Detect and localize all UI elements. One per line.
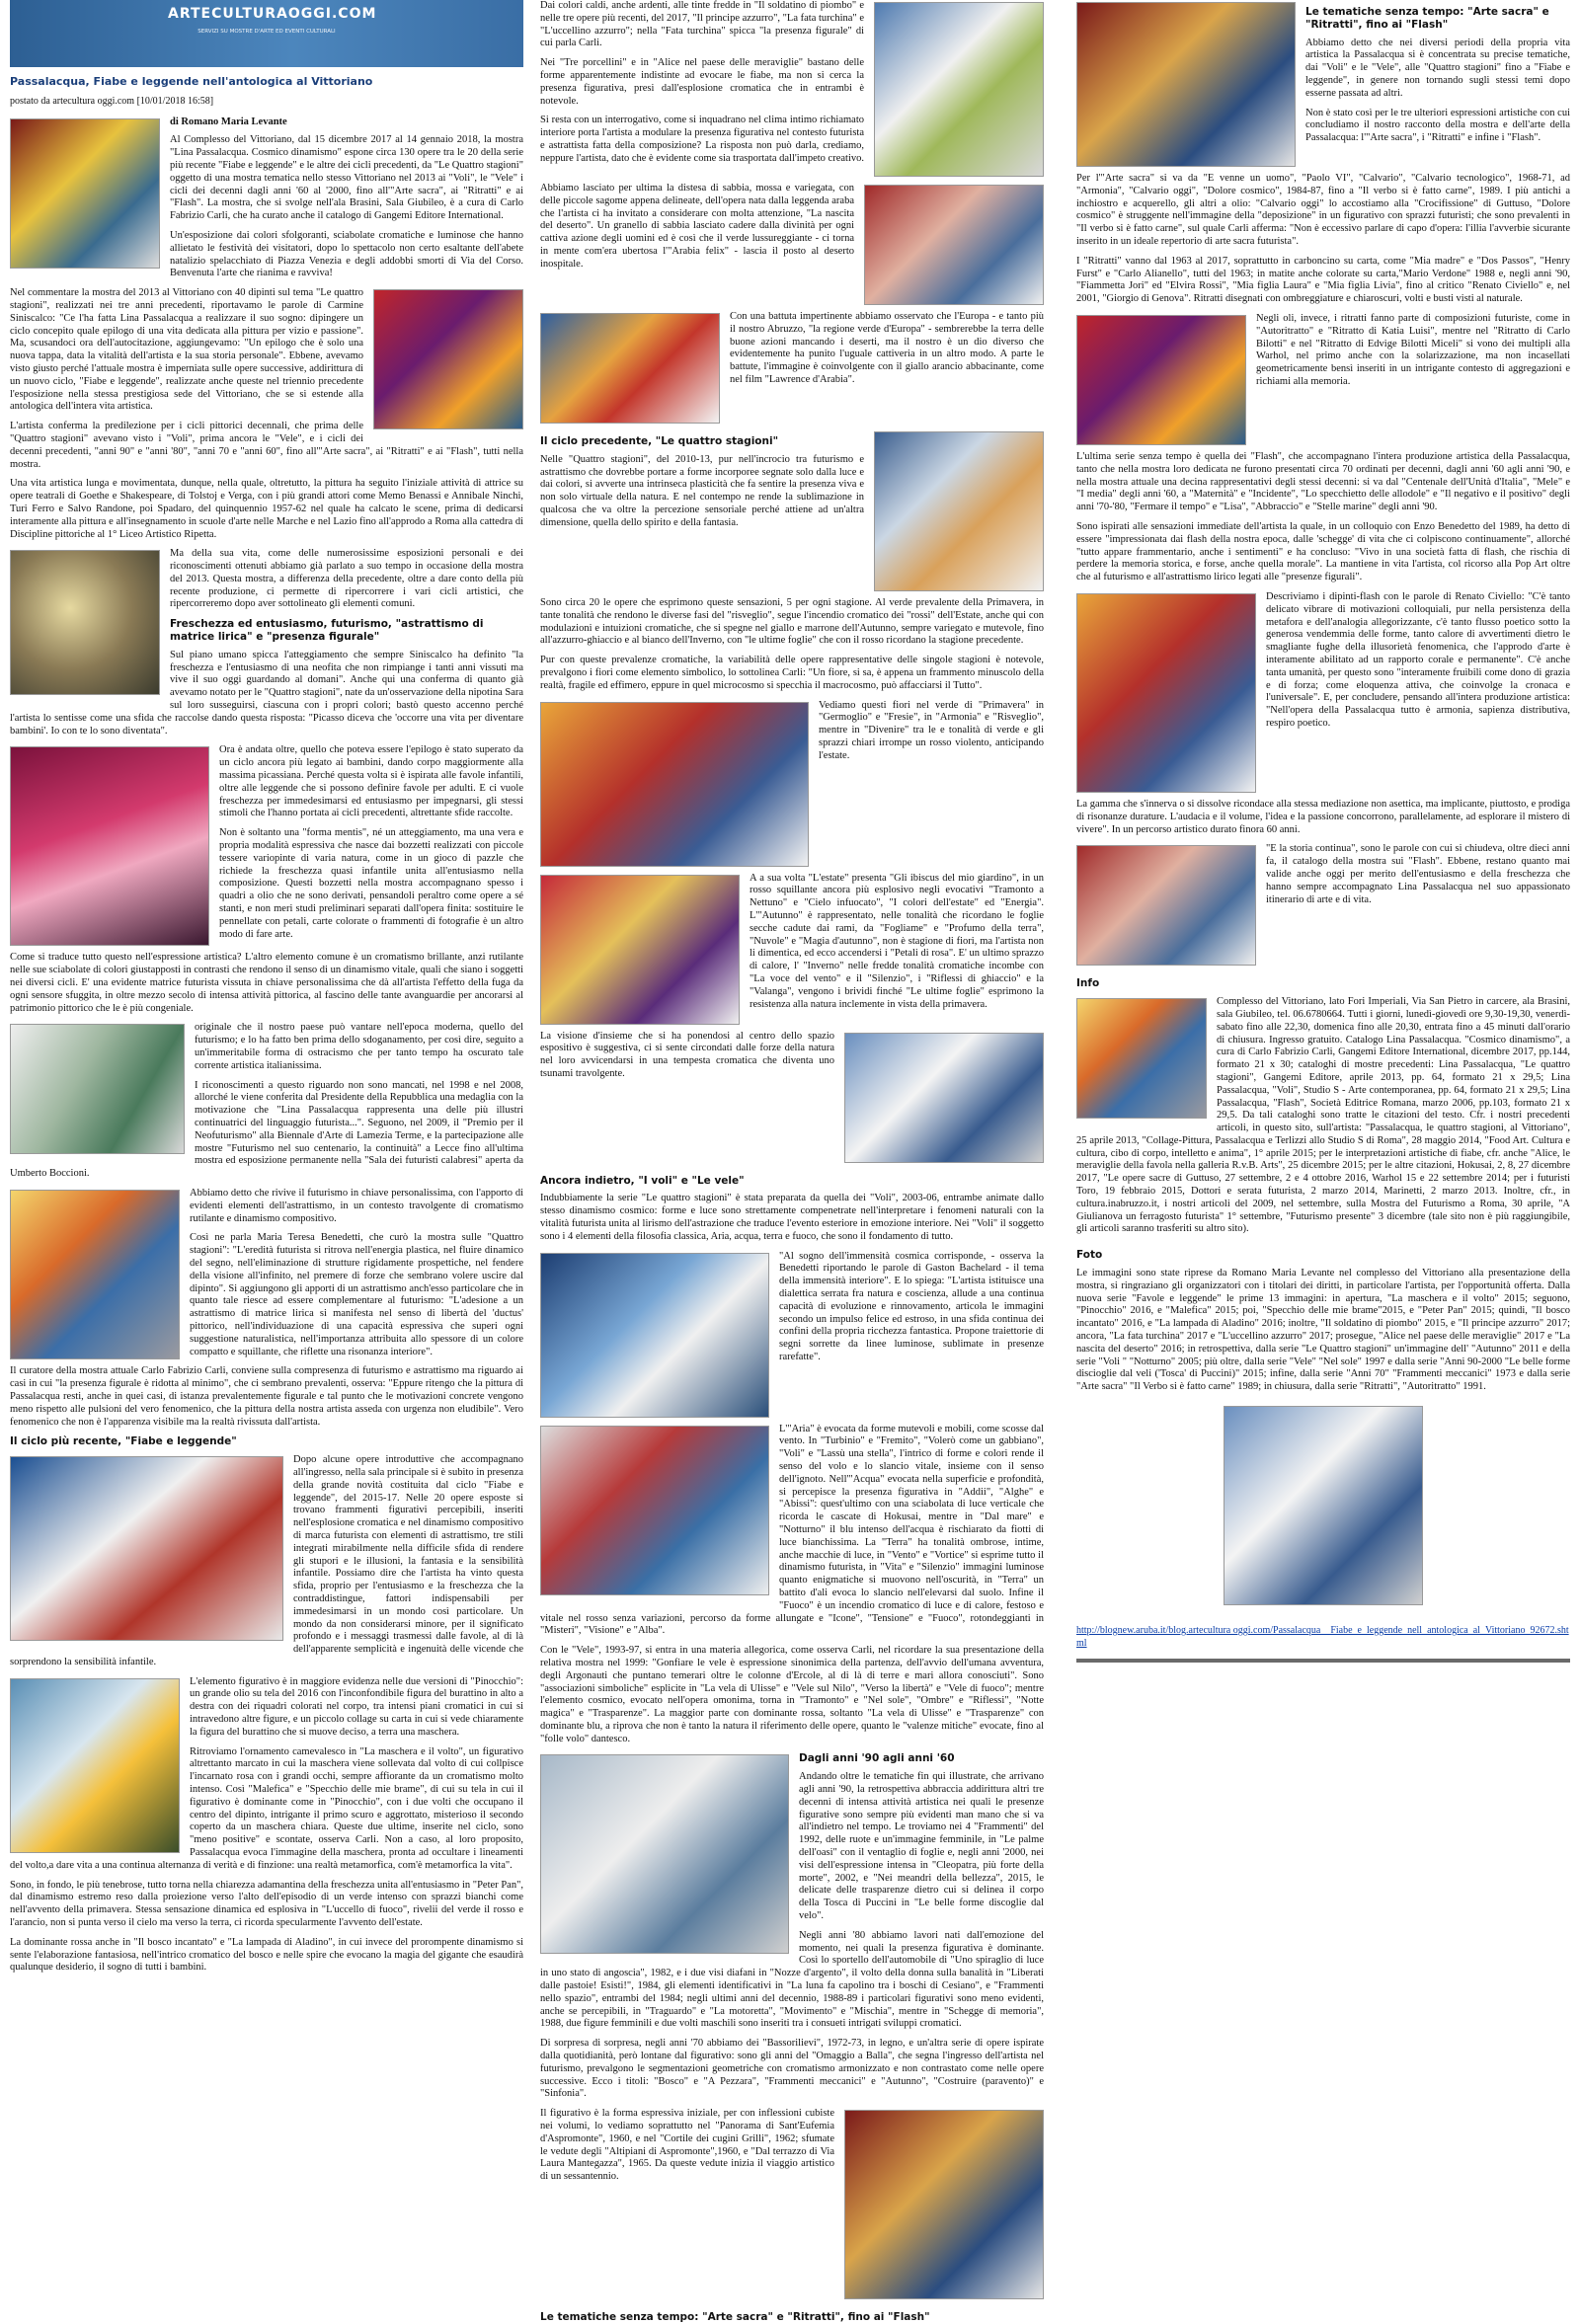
paragraph: Dai colori caldi, anche ardenti, alle tinte fredde in "Il soldatino di piombo" e nelle tre opere più recenti, del 2017, "Il principe azzurro", "La fata turchina" e "L'uccellino azzurro"; nella "Fata turchina" spicca "la presenza figurale" di cui parla Carli.: [540, 0, 864, 49]
paragraph: L'ultima serie senza tempo è quella dei "Flash", che accompagnano l'intera produzione artistica della Passalacqua, tanto che nella mostra loro dedicata ne furono presentati circa 70 ordinati per decenni, dagli anni '60 agli anni '90, e nella mostra attuale una decina rappresentativi degli stessi decenni: si va dal "Centenale dell'Unità d'Italia", "Mele" e "I media" degli anni '60, a "Maternità" e "Incidente", "Lo specchietto delle allodole" e "Il negativo e il positivo" degli anni '70-'80, "Fermare il tempo" e "Lisa", "Abbraccio" e "Stelle marine" degli anni '90.: [1076, 450, 1570, 513]
paragraph: Ritroviamo l'ornamento camevalesco in "La maschera e il volto", un figurativo altrettanto marcato in cui la maschera viene sollevata dal volto di cui collpisce l'incarnato rosa con i grandi occhi, sempre affiorante da un cromatismo molto intenso. Così "Malefica" e "Specchio delle mie brame", di cui su tela in cui il figurativo è dominante come in "Pinocchio", con i due volti che occupano il centro del dipinto, intrigante il primo scuro e aggrottato, misterioso il secondo coperto da un maschera chiara. Queste due ultime, inserite nel ciclo, sono "meno positive" e scontate, osserva Carli. Non a caso, al loro proposito, Passalacqua evoca l'immagine della maschera, pronta ad occultare i lineamenti del volto,a dare vita a una continua alternanza di verità e di finzione: una realtà metamorfica, com'è metamorfica la vita".: [10, 1745, 523, 1871]
paragraph: Una vita artistica lunga e movimentata, dunque, nella quale, oltretutto, la pittura ha seguito l'iniziale attività di attrice su opere teatrali di Goethe e Shakespeare, di Tolstoj e Verga, con i più grandi attori come Memo Benassi e Annibale Ninchi, Turi Ferro e Salvo Randone, poi Spadaro, del quinquennio 1957-62 nel quale ha calcato le scene, prima di dedicarsi interamente alla pittura e all'insegnamento in scuole d'arte nelle Marche e nel Lazio fino all'approdo a Roma alla cattedra di Discipline pittoriche al 1° Liceo Artistico Ripetta.: [10, 478, 523, 540]
paragraph: La visione d'insieme che si ha ponendosi al centro dello spazio espositivo è suggestiva, ci si sente circondati dalle forze della natura nel loro avvicendarsi in una tempesta cromatica che diventa uno tsunami travolgente.: [540, 1030, 834, 1079]
artwork-image: [844, 1033, 1044, 1163]
section-heading: Le tematiche senza tempo: "Arte sacra" e "Ritratti", fino ai "Flash": [1305, 6, 1549, 31]
paragraph: Si resta con un interrogativo, come si inquadrano nel clima intimo richiamato interiore porta l'artista a modulare la presenza figurativa nel contesto futurista e astrattista fatta della composizione? La risposta non può darla, crediamo, neppure l'artista, dato che è evidente come sia trasportata dall'impeto creativo.: [540, 115, 864, 164]
artwork-image: [10, 118, 160, 269]
artwork-image: [1076, 593, 1256, 793]
paragraph: Nel commentare la mostra del 2013 al Vittoriano con 40 dipinti sul tema "Le quattro stagioni", realizzati nei tre anni precedenti, riportavamo le parole di Carmine Siniscalco: "Ce l'ha fatta Lina Passalacqua a realizzare il suo sogno: dipingere un ciclo concepito quale epilogo di una vita dedicata alla pittura per vizio e passione". Ma, scusandoci ora dell'autocitazione, aggiungevamo: "Un epilogo che è solo una nuova tappa, data la vitalità dell'artista e la sua storia personale". Ebbene, avevamo visto giusto perché l'attuale mostra è imperniata sulle opere successive, addirittura di un nuovo ciclo, "Fiabe e leggende", realizzate anche queste nel triennio precedente l'esposizione nella stessa prestigiosa sede del Vittoriano, che se si estende alla antologica dell'intera vita artistica.: [10, 287, 363, 413]
paragraph: I "Ritratti" vanno dal 1963 al 2017, soprattutto in carboncino su carta, come "Mia madre" e "Dos Passos", "Henry Furst" e "Carlo Alianello", tutti del 1963; in matite anche colorate su carta,"Mario Verdone" 1988 e, negli anni '90, "Fiammetta Jori" ed "Elvira Rossi", "Mia figlia Laura" e "Mia figlia Livia", fino al critico "Renato Civiello" e, nel 2001, "Giorgio di Genova". Ritratti disegnati con ombreggiature e chiaroscuri, volti e busti visti al naturale.: [1076, 255, 1570, 305]
section-heading: Il ciclo più recente, "Fiabe e leggende": [10, 1435, 237, 1448]
paragraph: Sono ispirati alle sensazioni immediate dell'artista la quale, in un colloquio con Enzo Benedetto del 1989, ha detto di essere "impressionata dai flash della nostra epoca, dalle 'schegge' di vita che ci colpiscono continuamente", allorché "tutto appare frammentario, anche i sentimenti" e ha concluso: "Vivo in una società fatta di flash, che rischia di perdere la memoria storica, e forse, anche quella morale". La mantiene in vita l'artista, col ricorso alla Pop Art oltre che al futurismo e all'astrattismo lirico legati alle "presenze figurali".: [1076, 520, 1570, 583]
column-right: [1076, 0, 1570, 2234]
section-heading: Ancora indietro, "I voli" e "Le vele": [540, 1174, 745, 1187]
paragraph: Il curatore della mostra attuale Carlo Fabrizio Carli, conviene sulla compresenza di futurismo e astrattismo ma riguardo ai casi in cui "la presenza figurale è ridotta al minimo", che ci sembrano prevalenti, osserva: "Eppure ritengo che la pittura di Passalacqua resti, anche in quei casi, di istanza prevalentemente figurale e tal punto che le motivazioni concrete vengono meno rispetto alle pulsioni del vero fenomenico, che la pittura della nostra artista asseda con urgenza non eludibile". Vero fenomenico che non è l'apparenza visibile ma la realtà rivissuta dall'artista.: [10, 1365, 523, 1428]
divider: [1076, 1659, 1570, 1663]
paragraph: Vediamo questi fiori nel verde di "Primavera" in "Germoglio" e "Fresie", in "Armonia" e "Risveglio", mentre in "Divenire" tra le e tonalità di verde e gli sprazzi chiari irrompe un rosso violento, anticipando l'estate.: [819, 699, 1044, 761]
artwork-image: [10, 550, 160, 695]
paragraph: Con una battuta impertinente abbiamo osservato che l'Europa - e tanto più il nostro Abruzzo, "la regione verde d'Europa" - sembrerebbe la terra delle buone azioni mancando i deserti, ma il nostro è un dio diverso che evidentemente ha punito l'uguale cattiveria in un altro modo. A parte le battute, l'immagine è coinvolgente con il giallo arancio abbacinante, come nel film "Lawrence d'Arabia".: [730, 311, 1044, 385]
paragraph: Andando oltre le tematiche fin qui illustrate, che arrivano agli anni '90, la retrospettiva abbraccia addirittura altri tre decenni di intensa attività artistica nei quali le presenze figurative sono sempre più evidenti man mano che si va all'indietro nel tempo. Le troviamo nei 4 "Frammenti" del 1992, delle ruote e un'immagine femminile, in "Le palme dell'oasi" con il ventaglio di foglie e, negli anni '2000, nei visi dell'espressione intensa in "Cleopatra, più forte della morte", 2002, e "Nei meandri della bellezza", 2015, le delicate delle trasparenze dietro cui si delinea il corpo della Tosca di Puccini in "Le belle forme discoglie dal velo".: [799, 1771, 1044, 1922]
artwork-image: [10, 746, 209, 946]
artwork-image: [1076, 315, 1246, 445]
site-tagline: SERVIZI SU MOSTRE D'ARTE ED EVENTI CULTURALI: [198, 29, 336, 35]
artwork-image: [540, 702, 809, 867]
article-link[interactable]: http://blognew.aruba.it/blog.artecultura oggi.com/Passalacqua__Fiabe_e_leggende_nell_antologica_al_Vittoriano_92672.shtml: [1076, 1625, 1569, 1649]
artwork-image: [1076, 998, 1207, 1119]
paragraph: La dominante rossa anche in "Il bosco incantato" e "La lampada di Aladino", in cui invece del prorompente dinamismo si sente l'elaborazione fantasiosa, nell'intrico cromatico del bosco e nelle spire che evocano la magia del gigante che esaudirà qualunque desiderio, il sogno di tutti i bambini.: [10, 1936, 523, 1974]
paragraph: Abbiamo lasciato per ultima la distesa di sabbia, mossa e variegata, con delle piccole sagome appena delineate, dell'opera nata dalla leggenda araba che l'artista ci ha invitato a considerare con molta attenzione, "La nascita del deserto". Un granello di sabbia lasciato cadere dalla divinità per ogni cattiva azione degli uomini ed è così che il verde lussureggiante - ci torna in mente com'era ubertosa l'"Arabia felix" - lascia il posto al deserto inospitale.: [540, 183, 854, 270]
paragraph: Così ne parla Maria Teresa Benedetti, che curò la mostra sulle "Quattro stagioni": "L'eredità futurista si ritrova nell'energia plastica, nel fluire dinamico del segno, nell'eliminazione di strutture rigidamente prospettiche, nel fendere della visione all'infinito, nel premere di forze che sembrano volere uscire dal dipinto". Si aggiungono gli apporti di un astrattismo anch'esso particolare che in quanto tale riesce ad essere complementare al futurismo: "L'adesione a un astrattismo di matrice lirica si manifesta nel senso di libertà del 'ductus' pittorico, nell'individuazione di una capacità espressiva che superi ogni suggestione naturalistica, nell'importanza attribuita allo spessore di un colore compatto e squillante, che riflette una risonanza interiore".: [190, 1232, 523, 1357]
artwork-image: [373, 289, 523, 429]
artwork-image: [1076, 845, 1256, 966]
paragraph: Abbiamo detto che nei diversi periodi della propria vita artistica la Passalacqua si è concentrata su precise tematiche, dai "Voli" e le "Vele", alle "Quattro stagioni" fino a "Fiabe e leggende", in genere non tornando sugli stessi temi dopo esserne passata ad altri.: [1305, 37, 1570, 99]
section-heading: Le tematiche senza tempo: "Arte sacra" e "Ritratti", fino ai "Flash": [540, 2311, 930, 2324]
paragraph: Al Complesso del Vittoriano, dal 15 dicembre 2017 al 14 gennaio 2018, la mostra "Lina Passalacqua. Cosmico dinamismo" espone circa 130 opere tra le 20 della serie più recente "Fiabe e leggende" e le altre dei cicli precedenti, da "Le Quattro stagioni" oggetto di una mostra tematica nello stesso Vittoriano nel 2013 ai "Voli", le "Vele" i cicli dei decenni dagli anni '60 al '2000, fino all'"Arte sacra", ai "Ritratti" e ai "Flash". La mostra, che si svolge nell'ala Brasini, Sala Giubileo, è a cura di Carlo Fabrizio Carli, che ha curato anche il catalogo di Gangemi Editore International.: [170, 134, 523, 222]
artwork-image: [10, 1456, 283, 1641]
paragraph: Un'esposizione dai colori sfolgoranti, sciabolate cromatiche e luminose che hanno allietato le festività dei visitatori, dopo lo spettacolo non certo esaltante dell'abete natalizio spelacchiato di Piazza Venezia e degli addobbi smorti di Via del Corso. Benvenuta l'arte che rianima e ravviva!: [170, 229, 523, 279]
paragraph: L'"Aria" è evocata da forme mutevoli e mobili, come scosse dal vento. In "Turbinio" e "Fremito", "Volerò come un gabbiano", "Voli" e "Lassù una stella", l'intrico di forme e colori rende il senso del volo e lo slancio vitale, insieme con il senso dell'ignoto. Nell'"Acqua" evocata nella superficie e profondità, si percepisce la presenza figurativa in "Addii", "Alghe" e "Abissi": quest'ultimo con una sciabolata di luce verticale che ricorda le cascate di Hokusai, mentre in "Dal mare" e "Notturno" il blu intenso dell'acqua è rischiarato da fiotti di luce bianchissima. La "Terra" ha tonalità ombrose, intime, anche macchie di luce, in "Vento" e "Vortice" si esprime tutto il dinamismo futurista, in "Vita" e "Silenzio" immagini luminose quanto enigmatiche si muovono nell'oscurità, in "Terra" un battito d'ali evoca lo slancio nell'elevarsi dal suolo. Infine il "Fuoco" è un incendio cromatico di luce e di calore, festoso e vitale nel rosso senza variazioni, percorso da forme allungate e "Icone", "Tensione" e "Fuoco", rotondeggianti in "Misteri", "Visione" e "Alba".: [540, 1423, 1044, 1637]
artwork-image: [10, 1024, 185, 1154]
paragraph: "E la storia continua", sono le parole con cui si chiudeva, oltre dieci anni fa, il catalogo della mostra sui "Flash". Ebbene, restano quanto mai valide anche oggi per merito dell'entusiasmo e della freschezza che hanno sempre accompagnato Lina Passalacqua nel suo appassionato itinerario di arte e di vita.: [1266, 843, 1570, 905]
paragraph: L'elemento figurativo è in maggiore evidenza nelle due versioni di "Pinocchio": un grande olio su tela del 2016 con l'inconfondibile figura del burattino in alto a destra con dei riquadri colorati nel corpo, tra intensi piani cromatici in cui si intravedono altre figure, e un piccolo collage su carta in cui si vede chiaramente la figura del burattino che si muove deciso, a terra una maschera.: [190, 1675, 523, 1738]
paragraph: Con le "Vele", 1993-97, si entra in una materia allegorica, come osserva Carli, nel ricordare la sua presentazione della relativa mostra nel 1999: "Gonfiare le vele è espressione sinonimica della partenza, dell'avvio dell'umana avventura, degli Argonauti che puntano temerari oltre le colonne d'Ercole, al di là di terre e mari allora conosciuti". Sono "associazioni simboliche" esplicite in "La vela di Ulisse" e "Vele sul Nilo", "Verso la libertà" e "Vele di fuoco"; mentre l'elemento cosmico, evocato nell'opera omonima, torna in "Tramonto" e "Nel sole", "Ombre" e "Riflessi", "Notte magica" e "Trasparenze". La maggior parte con dominante rossa, soltanto "La vela di Ulisse" e "Trasparenze" con dominante blu, a riprova che non è tanto la natura il riferimento delle opere, quanto le "valenze mitiche" evocate, fino al "folle volo" dantesco.: [540, 1645, 1044, 1744]
artwork-image: [10, 1190, 180, 1359]
artwork-image: [540, 1754, 789, 1954]
section-heading: Info: [1076, 977, 1100, 990]
column-middle: [540, 0, 1044, 2324]
artwork-image: [540, 1253, 769, 1418]
artwork-image: [874, 431, 1044, 591]
section-heading: Il ciclo precedente, "Le quattro stagioni": [540, 435, 779, 447]
column-left: [10, 0, 523, 2234]
article-author: di Romano Maria Levante: [170, 116, 287, 127]
paragraph: Dopo alcune opere introduttive che accompagnano all'ingresso, nella sala principale si è subito in presenza della grande novità costituita dal ciclo "Fiabe e leggende", del 2015-17. Nelle 20 opere esposte si trovano frammenti figurativi percepibili, inseriti nell'esplosione cromatica e nel dinamismo compositivo di marca futurista con elementi di astrattismo, tre stili integrati mirabilmente nella difficile sfida di rendere gli stupori e le illusioni, la fantasia e la sensibilità infantile. Possiamo dire che l'artista ha vinto questa sfida, proprio per l'entusiasmo e la freschezza che la contraddistingue, fattori indispensabili per immedesimarsi in un mondo così particolare. Un mondo da non considerarsi minore, per il significato profondo e i messaggi trasmessi dalle favole, al di là dell'apparente semplicità e ingenuità delle vicende che sorprendono la sensibilità infantile.: [10, 1454, 523, 1667]
paragraph: Sono, in fondo, le più tenebrose, tutto torna nella chiarezza adamantina della freschezza unita all'entusiasmo in "Peter Pan", dal dinamismo estremo reso dalla proiezione verso l'alto dell'episodio di un verde intenso con sprazzi bianchi come nell'avvento della primavera. Stessa sensazione dinamica ed esplosiva in "L'uccello di fuoco", rivelii del verde il rosso e l'arancio, non si punta verso il cielo ma verso la terra, ci ricorda specularmente l'avvento dell'estate.: [10, 1879, 523, 1929]
section-heading: Dagli anni '90 agli anni '60: [799, 1752, 955, 1765]
paragraph: Il figurativo è la forma espressiva iniziale, per con inflessioni cubiste nei volumi, lo vediamo soprattutto nel "Panorama di Sant'Eufemia d'Aspromonte", 1960, e nel "Cortile dei cugini Grilli", 1962; sfumate le vedute degli "Altipiani di Aspromonte",1960, e "Dal terrazzo di Via Laura Mantegazza", 1965. Da queste vedute inizia il viaggio artistico di un sessantennio.: [540, 2108, 834, 2183]
artwork-image: [864, 185, 1044, 305]
paragraph: originale che il nostro paese può vantare nell'epoca moderna, quello del futurismo; e lo ha fatto ben prima dello sdoganamento, per così dire, seguito a un'immeritabile forma di ostracismo che per tanto tempo ha oscurato tale corrente artistica italianissima.: [195, 1022, 523, 1071]
section-heading: Freschezza ed entusiasmo, futurismo, "astrattismo di matrice lirica" e "presenza figurale": [170, 618, 484, 644]
site-logo[interactable]: ARTECULTURAOGGI.COM: [168, 6, 377, 22]
artwork-image: [844, 2110, 1044, 2299]
post-meta: postato da artecultura oggi.com [10/01/2018 16:58]: [10, 96, 214, 108]
paragraph: Indubbiamente la serie "Le quattro stagioni" è stata preparata da quella dei "Voli", 2003-06, entrambe animate dallo stesso dinamismo cosmico: forme e luce sono strettamente compenetrate nell'interpretare i fenomeni naturali con la vitalità futurista unita al lirismo dell'astrazione che traduce l'evento esteriore in emozione interiore. Nei "Voli" il soggetto sono i 4 elementi della filosofia classica, Aria, acqua, terra e fuoco, che sono il fondamento di tutto.: [540, 1193, 1044, 1242]
paragraph: Le immagini sono state riprese da Romano Maria Levante nel complesso del Vittoriano alla presentazione della mostra, si ringraziano gli organizzatori con i titolari dei diritti, in particolare l'artista, per l'opportunità offerta. Dalla nuova serie "Favole e leggende" le prime 13 immagini: in apertura, "La maschera e il volto" 2015; seguono, "Pinocchio" 2016, e "Malefica" 2015; poi, "Specchio delle mie brame"2015, e "Peter Pan" 2015; quindi, "Il bosco incantato" 2016, e "La lampada di Aladino" 2016; inoltre, "Il soldatino di piombo" 2015, e "Il principe azzurro" 2017; ancora, "La fata turchina" 2017 e "L'uccellino azzurro" 2017; prosegue, "Alice nel paese delle meraviglie" 2017 e "La nascita del deserto" 2016; in retrospettiva, dalla serie "Le Quattro stagioni" un'immagine dell' "Autunno" 2011 e della serie "Voli " "Notturno" 2005; più oltre, dalla serie "Vele" "Nel sole" 1997 e dalla serie "Anni 90-2000 "Le belle forme discioglie dal veli ('Tosca' di Puccini)" 2015; infine, dalla serie "Anni 70" "Frammenti meccanici" 1973 e dalla serie "Arte sacra" "Il Verbo si è fatto carne" 1989; in chiusura, dalla serie "Ritratti", "Autoritratto" 1991.: [1076, 1268, 1570, 1393]
artwork-image: [874, 2, 1044, 177]
paragraph: La gamma che s'innerva o si dissolve ricondace alla stessa mediazione non asettica, ma implicante, piuttosto, e prodiga di risonanze durature. L'audacia e il volume, l'idea e la passione concorrono, parallelamente, ad esplorare il mistero di vivere". In un percorso artistico durato finora 60 anni.: [1076, 798, 1570, 835]
paragraph: Di sorpresa di sorpresa, negli anni '70 abbiamo dei "Bassorilievi", 1972-73, in legno, e un'altra serie di opere ispirate dalla quotidianità, però lontane dal figurativo: sono gli anni del "Omaggio a Balla", che segna l'ingresso dell'artista nel futurismo, prevalgono le segmentazioni geometriche con cromatismo armonizzato e non contrastato come nelle opere successive. Ecco i titoli: "Bosco" e "A Pezzara", "Frammenti meccanici" e "Autunno", "Costruire (paravento)" e "Sinfonia".: [540, 2038, 1044, 2100]
artwork-image: [540, 875, 740, 1025]
artwork-image: [10, 1678, 180, 1853]
artwork-image: [1076, 2, 1296, 167]
paragraph: Sul piano umano spicca l'atteggiamento che sempre Siniscalco ha definito "la freschezza e l'entusiasmo di una neofita che non rimpiange i tanti anni vissuti ma vive il suo oggi guardando al domani". Anche qui una conferma di quanto già avevamo notato per le "Quattro stagioni", nate da un'osservazione della nipotina Sara sul loro susseguirsi, ciascuna con i propri colori; bastò questo accenno perché l'artista lo sentisse come una sfida che raccolse dando questa risposta: "Picasso diceva che 'occorre una vita per diventare bambini'. Io con te lo sono diventata".: [10, 649, 524, 736]
paragraph: "Al sogno dell'immensità cosmica corrisponde, - osserva la Benedetti riportando le parole di Gaston Bachelard - il tema della immensità interiore". E lo spiega: "L'artista istituisce una dialettica serrata fra natura e coscienza, allude a una continua capacità di evoluzione e rinnovamento, articola le immagini secondo un impulso felice ed estroso, in una sfida continua dei confini della propria ricchezza fantastica. Propone traiettorie di segni sorrette da linee luminose, sublimate in presenze rarefatte".: [779, 1250, 1044, 1362]
paragraph: Abbiamo detto che rivive il futurismo in chiave personalissima, con l'apporto di evidenti elementi dell'astrattismo, in un contesto travolgente di cromatismo rutilante e dinamismo compositivo.: [190, 1188, 523, 1224]
paragraph: Per l'"Arte sacra" si va da "E venne un uomo", "Paolo VI", "Calvario", "Calvario tecnologico", 1968-71, ad "Armonia", "Calvario oggi", "Dolore cosmico", 1984-87, fino a "Il verbo si è fatto carne", 1989. I più antichi a inchiostro e acquerello, gli altri a olio: "Calvario oggi" lo accostiamo alla "Crocifissione" di Guttuso, "Dolore cosmico" è struggente nell'immagine della "deposizione" in un figurativo con sprazzi futuristi; che sono prevalenti in "Il verbo si è fatto carne", sul quale Carli afferma: "Non è eccessivo parlare di capo d'opera: l'illia l'avverbie sicurante inserito in un ideale repertorio di arte sacra futurista".: [1076, 173, 1570, 247]
paragraph: Complesso del Vittoriano, lato Fori Imperiali, Via San Pietro in carcere, ala Brasini, sala Giubileo, tel. 06.6780664. Tutti i giorni, lunedì-giovedì ore 9,30-19,30, venerdì-sabato fino alle 22,30, domenica fino alle 20,30, entrata fino a 45 minuti dall'orario di chiusura. Ingresso gratuito. Catalogo Lina Passalacqua. "Cosmico dinamismo", a cura di Carlo Fabrizio Carli, Gangemi Editore International, dicembre 2017, pp.144, formato 21 x 30; cataloghi di mostre precedenti: Lina Passalacqua, "Le quattro stagioni", Gangemi Editore, aprile 2013, pp. 64, formato 21 x 29,5; Lina Passalacqua, "Voli", Studio S - Arte contemporanea, pp. 64, formato 21 x 29,5; Lina Passalacqua, "Flash", Società Editrice Romana, marzo 2006, pp.103, formato 21 x 29,5. Da tali cataloghi sono tratte le citazioni del testo. Cfr. i nostri precedenti articoli, in questo sito, sull'artista: "Passalacqua, le quattro stagioni, al Vittoriano", 25 aprile 2013, "Collage-Pittura, Passalacqua e Terlizzi allo Studio S di Roma", 28 maggio 2014, "Food Art. Cultura e cultura, cibo di corpo, intelletto e anima", 1° aprile 2015; per le interpretazioni artistiche di fiabe, cfr. anche "Alice, le meraviglie della favola nella galleria R.v.B. Arts", 25 dicembre 2015; per le altre citazioni, Hokusai, 2, 8, 27 dicembre 2017, "Le opere sacre di Guttuso, 27 settembre, 2 e 4 ottobre 2016, Warhol 15 e 22 settembre 2014; per i futuristi Toro, 19 febbraio 2015, Dottori e serata futurista, 2 marzo 2014, Marinetti, 2 marzo 2013. Inoltre, cfr., in cultura.inabruzzo.it, i nostri articoli del 2009, nel settembre, sulla Mostra del Futurismo a Roma, 30 aprile, "A Giulianova un ferragosto futurista" 1° settembre, "Futurismo presente" 3 dicembre (tale sito non è più raggiungibile, gli articoli saranno trasferiti su altro sito).: [1076, 996, 1570, 1235]
paragraph: Ora è andata oltre, quello che poteva essere l'epilogo è stato superato da un ciclo ancora più legato ai bambini, dando corpo maggiormente alla massima picassiana. Perché questa volta si è ispirata alle favole infantili, oltre alle leggende che si possono definire favole per adulti. E ci vuole freschezza per immedesimarsi ed entusiasmo per impegnarsi, gli stessi stimoli che l'hanno portata ai cicli precedenti, altrettante sfide raccolte.: [219, 744, 523, 819]
artwork-image: [540, 313, 720, 424]
section-heading: Foto: [1076, 1249, 1103, 1262]
paragraph: Descriviamo i dipinti-flash con le parole di Renato Civiello: "C'è tanto delicato vibrare di motivazioni colloquiali, pur nella persistenza della metafora e dell'analogia allegorizzante, c'è tanto flusso poetico sotto la generosa vendemmia delle forme, tanto calore di avvertimenti dietro le smagliante fughe della illusorietà fenomenica, che l'approdo d'arte è interamente abilitato ad un rapporto corale e permanente". C'è anche tanta umanità, per questo sono "interamente fruibili come dono di grazia e di forza; come eloquenza attiva, che coinvolge la cronaca e l'universale". E, per concludere, pensando all'intera produzione artistica: "Nell'opera della Passalacqua tutto è armonia, sapienza distributiva, respiro poetico.: [1266, 590, 1570, 729]
paragraph: Ma della sua vita, come delle numerosissime esposizioni personali e dei riconoscimenti ottenuti abbiamo già parlato a suo tempo in occasione della mostra del 2013. Questa mostra, a differenza della precedente, oltre a dare conto della più recente produzione, ci permette di ripercorrere i vari cicli artistici, che ripercorreremo dopo aver sottolineato gli elementi comuni.: [170, 548, 523, 610]
paragraph: L'artista conferma la predilezione per i cicli pittorici decennali, che prima delle "Quattro stagioni" avevano visto i "Voli", prima ancora le "Vele", e i cicli dei decenni precedenti, "anni 90" e "anni '80", "anni 70 e "anni 60", fino all'"Arte sacra", ai "Ritratti" e ai "Flash", tutti nella mostra.: [10, 421, 523, 470]
paragraph: Pur con queste prevalenze cromatiche, la variabilità delle opere rappresentative delle singole stagioni è notevole, prevalgono i fiori come elemento simbolico, lo sottolinea Carli: "Un fiore, si sa, è appena un frammento minuscolo della realtà, fragile ed effimero, eppure in quel microcosmo si specchia il macrocosmo, può affacciarsi il Tutto".: [540, 655, 1044, 691]
paragraph: Come si traduce tutto questo nell'espressione artistica? L'altro elemento comune è un cromatismo brillante, anzi rutilante nelle sue sciabolate di colori giustapposti in contrasti che rendono il senso di un dinamismo vitale, quali che siano i soggetti nei diversi cicli. E' una evidente matrice futurista vissuta in chiave personalissima che dà all'artista l'effetto della fuga da ogni sensore sfuggita, in oltre mezzo secolo di intensa attività pittorica, al fascino delle tante avanguardie per ancorarsi al patrimonio pittorico che le è più congeniale.: [10, 952, 523, 1014]
paragraph: Nei "Tre porcellini" e in "Alice nel paese delle meraviglie" bastano delle forme apparentemente indistinte ad evocare le fiabe, ma non si cerca la presenza figurativa, presi dall'esplosione cromatica che in entrambi è notevole.: [540, 57, 864, 107]
paragraph: I riconoscimenti a questo riguardo non sono mancati, nel 1998 e nel 2008, allorché le viene conferita dal Presidente della Repubblica una medaglia con la motivazione che "Lina Passalacqua rappresenta una delle più illustri continuatrici del linguaggio futurista...". Seguono, nel 2009, il "Premio per il Neofuturismo" alla Biennale d'Arte di Lamezia Terme, e la partecipazione alle mostre "Futurismo nel suo centenario, la continuità" a Lecce fino all'ultima mostra ed esposizione permanente nella "Sala dei futuristi calabresi" aperta da Umberto Boccioni.: [10, 1079, 523, 1180]
paragraph: Nelle "Quattro stagioni", del 2010-13, pur nell'incrocio tra futurismo e astrattismo che dovrebbe portare a forme incorporee segnate solo dalla luce e dai colori, si avverte una intrinseca plasticità che fa sentire la presenza viva e non solo virtuale della natura. E nel contempo ne rende la sublimazione in qualcosa che va oltre la percezione sensoriale perché attiene ad un'altra dimensione, quella dello spirito e della fantasia.: [540, 453, 864, 528]
paragraph: A a sua volta "L'estate" presenta "Gli ibiscus del mio giardino", in un rosso squillante ancora più esplosivo negli evocativi "Tramonto a Nettuno" e "Cielo infuocato", "I colori dell'estate" ed "Energia". L'"Autunno" è rappresentato, nelle tonalità che ricordano le foglie secche cadute dai rami, da "Fogliame" e "Profumo della terra", "Nuvole" e "Magia d'autunno", non è stagione di fiori, ma l'artista non li dimentica, ed ecco accendersi i "Petali di rosa". E' un ultimo sprazzo di calore, l' "Inverno" nelle fredde tonalità cromatiche incombe con "La voce del vento" e il "Silenzio", i "Riflessi di ghiaccio" e la "Valanga", vengono i brividi finché "Le ultime foglie" esprimono la resistenza alla natura inclemente in vista della primavera.: [750, 872, 1044, 1010]
paragraph: Negli oli, invece, i ritratti fanno parte di composizioni futuriste, come in "Autoritratto" e "Ritratto di Katia Luisi", mentre nel "Ritratto di Carlo Bilotti" e nel "Ritratto di Edvige Bilotti Miceli" si vono dei multipli alla Warhol, nel primo anche con la solarizzazione, ma non incasellati geometricamente bensì inseriti in un intrigante contesto di aggregazioni e richiami alla memoria.: [1256, 312, 1570, 387]
site-banner[interactable]: [10, 0, 523, 67]
article-title: Passalacqua, Fiabe e leggende nell'antologica al Vittoriano: [10, 75, 373, 88]
artwork-image: [540, 1426, 769, 1595]
paragraph: Negli anni '80 abbiamo lavori nati dall'emozione del momento, nei quali la presenza figurativa è dominante. Così lo sportello dell'automobile di "Uno spiraglio di luce in uno stato di angoscia", 1982, e i due visi diafani in "Nozze d'argento", il volto della donna sulla banalità in "Liberati dalle pastoie! Esisti!", 1984, gli elementi identificativi in "La luna fa capolino tra i boschi di Cesiano", e "Frammenti nello spazio", entrambi del 1984; negli ultimi anni del decennio, 1988-89 i particolari figurativi sono meno evidenti, anche se percepibili, in "Traguardo" e "La motoretta", "Movimento" e "Mischia", mentre in "Schegge di memoria", 1988, due figure femminili e due volti maschili sono inseriti tra i consueti intrigati sviluppi cromatici.: [540, 1929, 1044, 2030]
paragraph: Non è soltanto una "forma mentis", né un atteggiamento, ma una vera e propria modalità espressiva che nasce dai bozzetti realizzati con piccole tessere variopinte di varia natura, come in un gioco di pazzle che richiede la freschezza quasi infantile unita all'entusiasmo nella composizione. Questi bozzetti nella mostra accompagnano spesso i quadri a olio che ne sono derivati, pensandoli peraltro come opere a sé stanti, e non meri studi preliminari separati dall'opera finita: sostituire le pennellate con petali, carte colorate o frammenti di fotografie è un altro modo di fare arte.: [219, 827, 523, 940]
paragraph: Non è stato così per le tre ulteriori espressioni artistiche con cui concludiamo il nostro racconto della mostra e dell'arte della Passalacqua: l'"Arte sacra", i "Ritratti" e infine i "Flash".: [1305, 107, 1570, 144]
artwork-image: [1224, 1406, 1423, 1605]
paragraph: Sono circa 20 le opere che esprimono queste sensazioni, 5 per ogni stagione. Al verde prevalente della Primavera, in tante tonalità che rendono le diverse fasi del "risveglio", segue l'incendio cromatico dei "rossi" dell'Estate, anche qui con modulazioni e intuizioni cromatiche, che si spegne nel giallo e marrone dell'Autunno, sempre variegato e mutevole, fino all'azzurro-ghiaccio e al bianco dell'Inverno, con "le ultime foglie" che con il rosso ricordano la stagione precedente.: [540, 597, 1044, 647]
